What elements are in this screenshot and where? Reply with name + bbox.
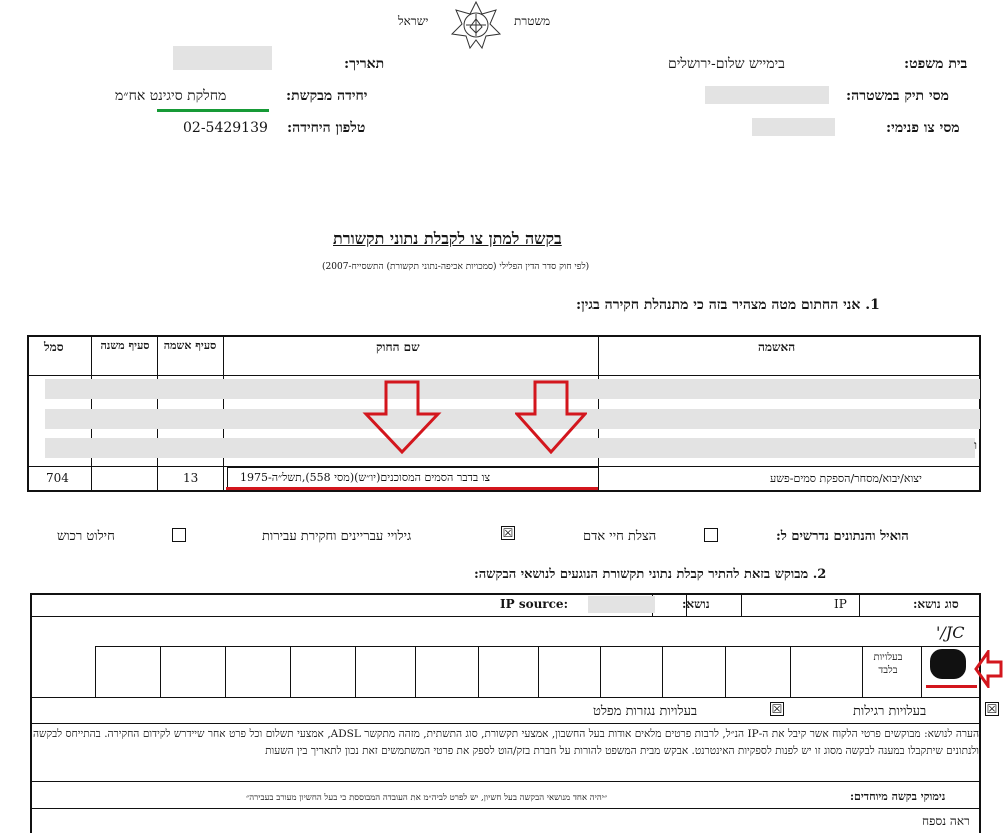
- police-file-label: מסי תיק במשטרה:: [846, 88, 949, 104]
- row-clause: 13: [183, 471, 199, 485]
- col-header-subclause: סעיף משנה: [100, 339, 150, 352]
- court-value: בימייש שלום-ירושלים: [668, 56, 785, 72]
- grounds-label: נימוקי בקשה מיוחדים:: [850, 790, 946, 803]
- purpose-checkbox-forfeiture[interactable]: [172, 528, 186, 542]
- row-code: 704: [46, 471, 69, 485]
- row-charge: יצוא/יבוא/מסחר/הספקת סמים-פשע: [770, 472, 922, 485]
- requesting-unit-label: יחידה מבקשת:: [286, 88, 368, 104]
- logo-left-text: משטרת: [514, 14, 551, 28]
- internal-number-label: מסי צו פנימי:: [886, 120, 960, 136]
- purpose-checkbox-investigation[interactable]: ☒: [502, 526, 514, 540]
- ip-label: IP: [834, 597, 847, 611]
- requesting-unit-underline: [157, 109, 269, 112]
- police-emblem-icon: [448, 0, 504, 50]
- page-title: בקשה למתן צו לקבלת נתוני תקשורת: [333, 229, 562, 248]
- unit-phone-value: 02-5429139: [183, 120, 268, 136]
- ownership-only-label: בעלויות בלבד: [873, 652, 903, 676]
- red-left-arrow-icon: [974, 650, 1003, 688]
- section1-heading: 1. אני החתום מטה מצהיר בזה כי מתנהלת חקירה בגין:: [576, 297, 880, 313]
- red-down-arrow-icon: [515, 380, 587, 454]
- row-law: צו בדבר הסמים המסוכנים(יו״ש)(מסי 558),תשל״ה-1975: [240, 471, 491, 484]
- grounds-text: ״יהיה אחד מנושאי הבקשה בעל חשיון, יש לפרט לביה״מ את העובדה המבוססת כי בעל החשיון מעורב בעבירה״: [246, 793, 608, 803]
- requesting-unit-value: מחלקת סיגינט אח״מ: [115, 88, 227, 104]
- redacted-ip-source: [588, 596, 655, 613]
- redacted-date: [173, 46, 272, 70]
- page-subtitle: (לפי חוק סדר הדין הפלילי (סמכויות אכיפה-נתוני תקשורת) התשסייח-2007): [322, 262, 590, 272]
- law-red-underline: [226, 487, 598, 490]
- purpose-label-save-life: הצלת חיי אדם: [583, 529, 657, 544]
- blob-red-underline: [926, 685, 977, 688]
- unit-phone-label: טלפון היחידה:: [287, 120, 366, 136]
- col-header-clause: סעיף אשמה: [163, 339, 217, 352]
- ip-source-label: IP source:: [500, 597, 568, 611]
- handwritten-note: '/JC: [936, 623, 965, 642]
- section2-heading: 2. מבוקש בזאת להתיר קבלת נתוני תקשורת הנוגעים לנושאי הבקשה:: [474, 567, 827, 582]
- subject-note: הערה לנושא: מבוקשים פרטי הלקוח אשר קיבל את ה-IP הנ״ל, לרבות פרטים מלאים אודות בעל החשבון, אמצעי תקשורת, סוג התשתית, מזהה מתקשר ADSL, אמצעי תשלום וכל פרט אחר שיידרש לקידום החקירה. בהתייחס לבקשה ולנתונים שיתקבלו במענה לבקשה מסוג זו יש לפנות לספקיות האינטרנט. אבקש מבית המשפט להורות על חברת בזק/הוט לספק את פרטי המשתמשים זאת נכון לתאריך בין השעות: [33, 728, 980, 757]
- purpose-label-forfeiture: חילוט רכוש: [57, 529, 115, 544]
- purpose-checkbox-save-life[interactable]: [704, 528, 718, 542]
- redacted-row-1: [45, 379, 980, 399]
- col-header-charge: האשמה: [758, 340, 796, 354]
- red-down-arrow-icon: [362, 380, 442, 454]
- last-line: ראה נספח: [922, 814, 970, 828]
- regular-ownership-label: בעלויות רגילות: [853, 704, 927, 719]
- subject-label: נושא:: [682, 597, 710, 611]
- purpose-label-investigation: גילויי עבריינים וחקירת עבירות: [262, 529, 412, 544]
- redacted-internal-number: [752, 118, 835, 136]
- redacted-blob: [930, 649, 966, 679]
- subject-type-label: סוג נושא:: [913, 597, 959, 611]
- redacted-row-3: [45, 438, 978, 458]
- redacted-police-file-number: [705, 86, 829, 104]
- col-header-code: סמל: [44, 340, 64, 354]
- purposes-label: הואיל והנתונים נדרשים ל:: [776, 529, 909, 544]
- logo-right-text: ישראל: [398, 14, 429, 28]
- redacted-row-2: [45, 409, 980, 429]
- col-header-law: שם החוק: [376, 340, 420, 354]
- row-prefix: ו: [974, 438, 978, 452]
- derived-ownership-label: בעלויות נגזרות מפלט: [593, 704, 698, 719]
- derived-ownership-checkbox[interactable]: ☒: [771, 702, 783, 716]
- court-label: בית משפט:: [904, 56, 968, 72]
- regular-ownership-checkbox[interactable]: ☒: [986, 702, 998, 716]
- date-label: תאריך:: [344, 56, 385, 72]
